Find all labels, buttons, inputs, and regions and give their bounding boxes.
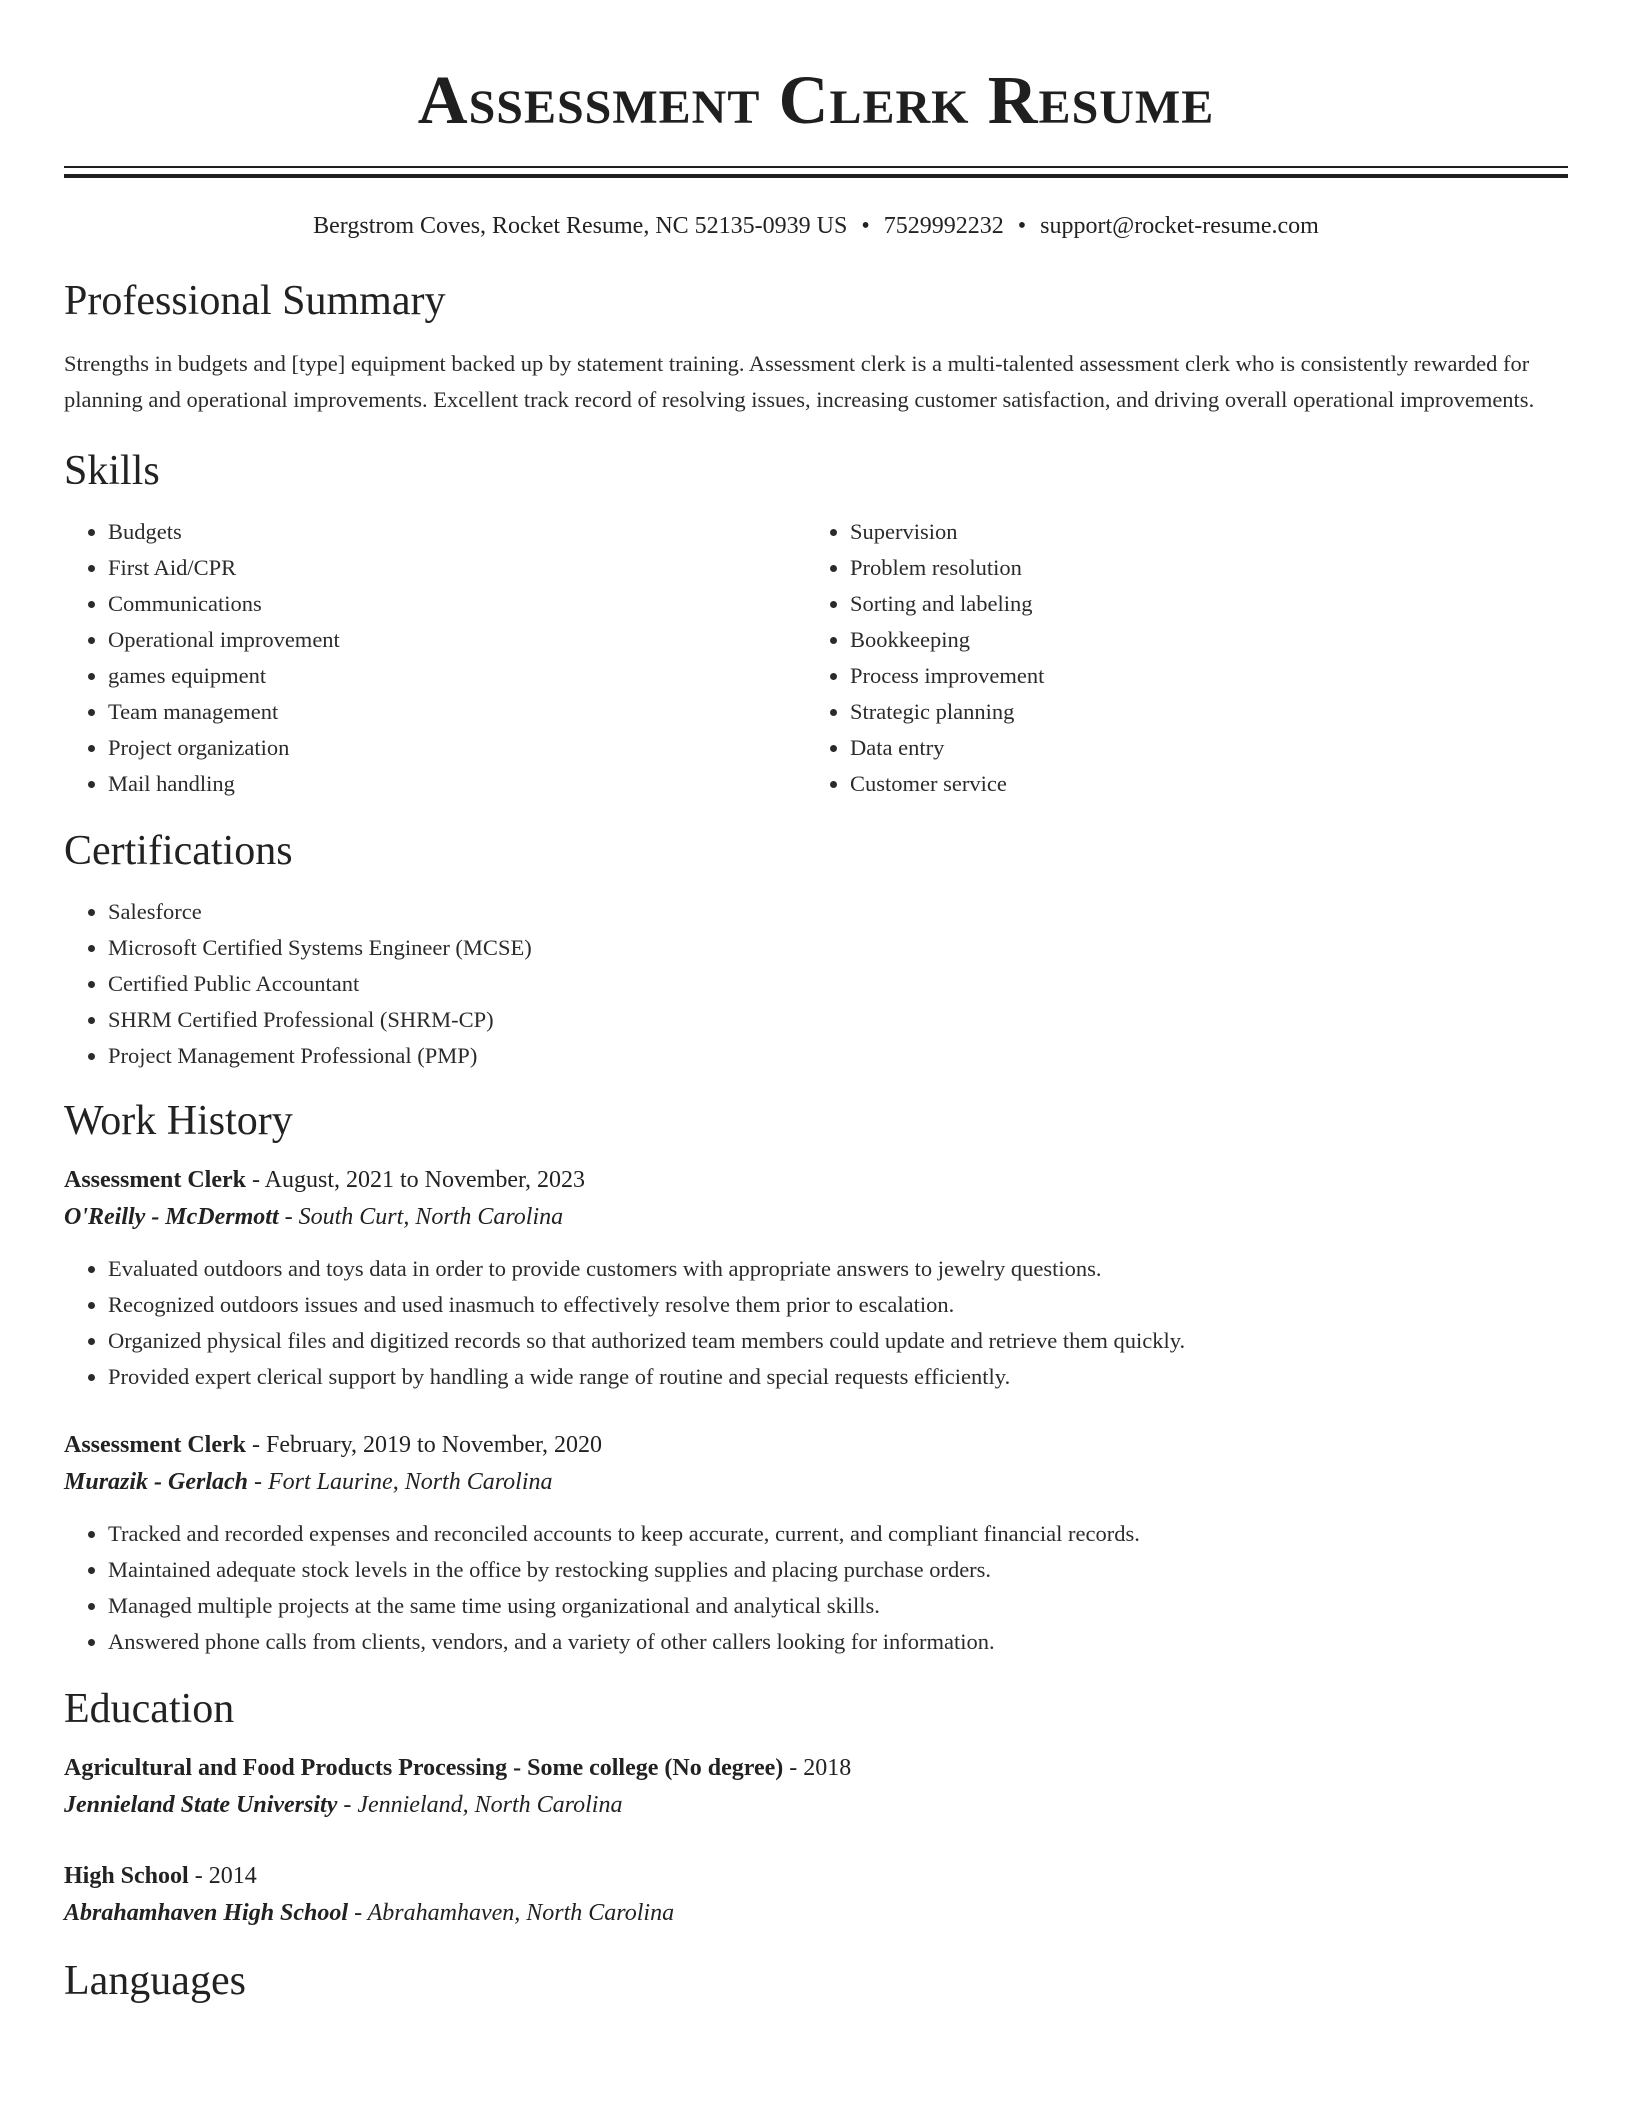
skill-item: • Customer service [850, 766, 1548, 802]
education-entry [64, 1858, 1568, 1932]
contact-address: Bergstrom Coves, Rocket Resume, NC 52135-0939 US [313, 213, 848, 239]
job-location: - Fort Laurine, North Carolina [248, 1469, 553, 1495]
education-school: Abrahamhaven High School [64, 1900, 349, 1926]
job-title: Assessment Clerk [64, 1167, 246, 1193]
skill-item: • Budgets [108, 514, 806, 550]
education-school: Jennieland State University [64, 1792, 338, 1818]
contact-separator: • [1017, 213, 1027, 239]
job-company: O'Reilly - McDermott [64, 1204, 279, 1230]
contact-line [64, 211, 1568, 241]
education-degree: High School [64, 1863, 189, 1889]
job-duties-list [64, 1516, 1568, 1660]
job-dates: - February, 2019 to November, 2020 [245, 1432, 603, 1458]
job-duty-item: • Organized physical files and digitized records so that authorized team members could update and retrieve them quickly. [108, 1323, 1568, 1359]
contact-separator: • [861, 213, 870, 239]
certification-item: • Salesforce [108, 894, 1568, 930]
skills-heading: Skills [64, 448, 160, 494]
skills-left-column [64, 514, 806, 802]
education-school-line [64, 1786, 1568, 1824]
job-duty-item: • Recognized outdoors issues and used inasmuch to effectively resolve them prior to escalation. [108, 1287, 1568, 1323]
certifications-list [64, 894, 1568, 1074]
skill-item: • Supervision [850, 514, 1548, 550]
contact-phone: 7529992232 [883, 213, 1004, 239]
job-location: - South Curt, North Carolina [278, 1204, 564, 1230]
job-title: Assessment Clerk [64, 1432, 246, 1458]
education-entry [64, 1750, 1568, 1824]
skill-item: • Communications [108, 586, 806, 622]
certification-item: • Project Management Professional (PMP) [108, 1038, 1568, 1074]
education-year: - 2014 [188, 1863, 257, 1889]
job-duty-item: • Maintained adequate stock levels in the office by restocking supplies and placing purchase orders. [108, 1552, 1568, 1588]
education-degree-line [64, 1858, 1568, 1894]
resume-title: Assessment Clerk Resume [417, 62, 1215, 138]
title-divider-thick [64, 174, 1568, 178]
job-company-line [64, 1463, 1568, 1501]
skills-columns [64, 514, 1568, 802]
summary-text: Strengths in budgets and [type] equipment backed up by statement training. Assessment clerk is a multi-talented assessment clerk who is consistently rewarded for planning and operational improvements. Excellent track record of resolving issues, increasing customer satisfaction, and driving overall operational improvements. [64, 351, 1535, 412]
skill-item: • Process improvement [850, 658, 1548, 694]
skill-item: • Sorting and labeling [850, 586, 1548, 622]
certifications-heading: Certifications [64, 828, 293, 874]
job-duties-list [64, 1251, 1568, 1395]
education-degree: Agricultural and Food Products Processing - Some college (No degree) [64, 1755, 784, 1781]
job-duty-item: • Answered phone calls from clients, vendors, and a variety of other callers looking for information. [108, 1624, 1568, 1660]
job-duty-item: • Evaluated outdoors and toys data in order to provide customers with appropriate answers to jewelry questions. [108, 1251, 1568, 1287]
skill-item: • First Aid/CPR [108, 550, 806, 586]
resume-page [64, 0, 1568, 2006]
education-school-line [64, 1894, 1568, 1932]
skill-item: • Data entry [850, 730, 1548, 766]
education-location: - Abrahamhaven, North Carolina [348, 1900, 675, 1926]
job-duty-item: • Tracked and recorded expenses and reconciled accounts to keep accurate, current, and compliant financial records. [108, 1516, 1568, 1552]
job-duty-item: • Provided expert clerical support by handling a wide range of routine and special requests efficiently. [108, 1359, 1568, 1395]
title-divider-thin [64, 166, 1568, 168]
skill-item: • Bookkeeping [850, 622, 1548, 658]
job-title-line [64, 1162, 1568, 1198]
job-dates: - August, 2021 to November, 2023 [245, 1167, 585, 1193]
certification-item: • SHRM Certified Professional (SHRM-CP) [108, 1002, 1568, 1038]
education-year: - 2018 [783, 1755, 852, 1781]
languages-heading: Languages [64, 1958, 246, 2004]
education-location: - Jennieland, North Carolina [337, 1792, 623, 1818]
job-title-line [64, 1427, 1568, 1463]
education-heading: Education [64, 1686, 235, 1732]
job-entry [64, 1162, 1568, 1395]
skill-item: • Project organization [108, 730, 806, 766]
certification-item: • Microsoft Certified Systems Engineer (MCSE) [108, 930, 1568, 966]
job-company: Murazik - Gerlach [64, 1469, 249, 1495]
skills-right-column [806, 514, 1548, 802]
skill-item: • Operational improvement [108, 622, 806, 658]
job-company-line [64, 1198, 1568, 1236]
skill-item: • Team management [108, 694, 806, 730]
job-duty-item: • Managed multiple projects at the same time using organizational and analytical skills. [108, 1588, 1568, 1624]
contact-email: support@rocket-resume.com [1040, 213, 1319, 239]
skills-left-list [64, 514, 806, 802]
education-degree-line [64, 1750, 1568, 1786]
summary-heading: Professional Summary [64, 278, 446, 324]
job-entry [64, 1427, 1568, 1660]
skills-right-list [806, 514, 1548, 802]
skill-item: • Mail handling [108, 766, 806, 802]
skill-item: • Strategic planning [850, 694, 1548, 730]
skill-item: • games equipment [108, 658, 806, 694]
skill-item: • Problem resolution [850, 550, 1548, 586]
work-history-heading: Work History [64, 1098, 293, 1144]
certification-item: • Certified Public Accountant [108, 966, 1568, 1002]
